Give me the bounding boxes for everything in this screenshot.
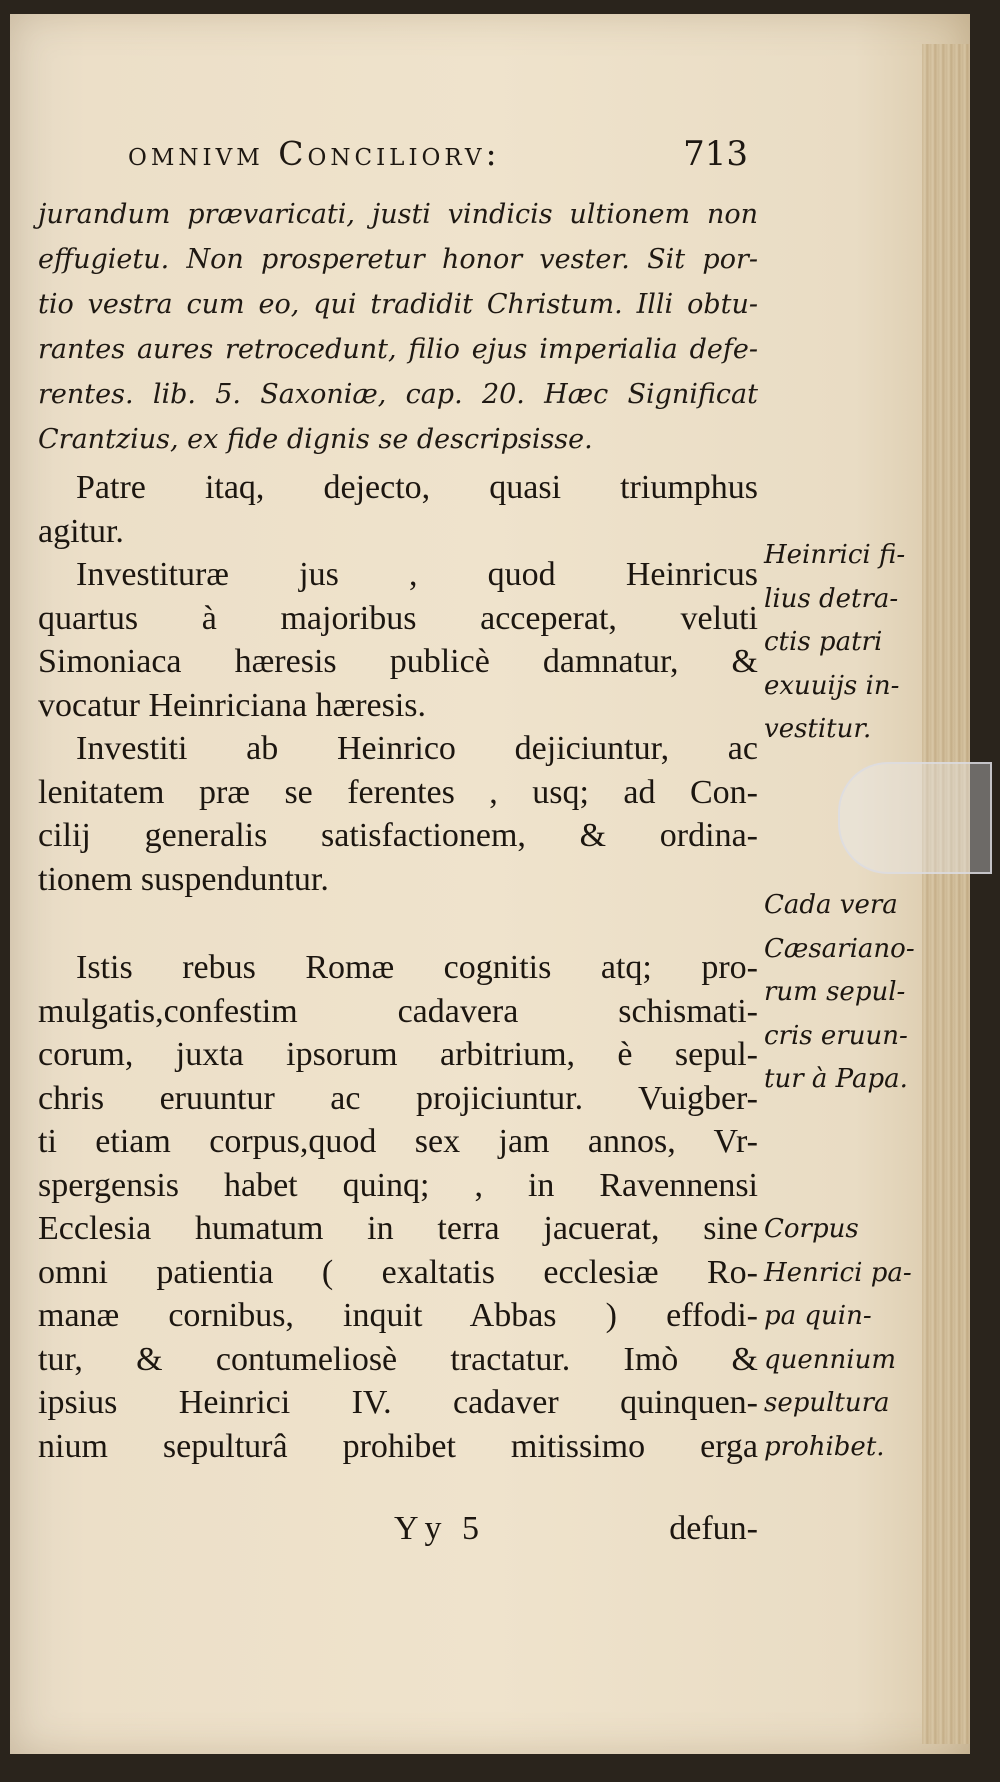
note-line: rantes aures retrocedunt, filio ejus imperialia defe- bbox=[38, 334, 758, 365]
margin-note-line: Cæsariano- bbox=[764, 933, 915, 964]
margin-note-line: Henrici pa- bbox=[764, 1257, 912, 1288]
paragraph-2 bbox=[38, 553, 758, 727]
margin-note-2 bbox=[764, 884, 914, 1102]
text-line: manæ cornibus, inquit Abbas ) effodi- bbox=[38, 1297, 758, 1334]
text-line: Ecclesia humatum in terra jacuerat, sine bbox=[38, 1210, 758, 1247]
text-line: corum, juxta ipsorum arbitrium, è sepul- bbox=[38, 1036, 758, 1073]
text-line: agitur. bbox=[38, 512, 124, 550]
margin-note-line: exuuijs in- bbox=[764, 670, 900, 701]
text-line: tionem suspenduntur. bbox=[38, 860, 329, 898]
margin-note-line: Corpus bbox=[764, 1214, 859, 1244]
text-line: cilij generalis satisfactionem, & ordina- bbox=[38, 817, 758, 854]
margin-note-line: lius detra- bbox=[764, 583, 899, 614]
margin-note-3 bbox=[764, 1208, 914, 1469]
text-line: Investituræ jus , quod Heinricus bbox=[76, 556, 758, 593]
page-footer bbox=[38, 1510, 758, 1554]
text-line: ipsius Heinrici IV. cadaver quinquen- bbox=[38, 1384, 758, 1421]
note-line: jurandum prævaricati, justi vindicis ultionem non bbox=[38, 199, 758, 230]
paragraph-1 bbox=[38, 466, 758, 553]
text-line: Istis rebus Romæ cognitis atq; pro- bbox=[76, 949, 758, 986]
text-line: ti etiam corpus,quod sex jam annos, Vr- bbox=[38, 1123, 758, 1160]
paragraph-4 bbox=[38, 946, 758, 1468]
text-line: omni patientia ( exaltatis ecclesiæ Ro- bbox=[38, 1253, 758, 1291]
margin-note-line: tur à Papa. bbox=[764, 1064, 908, 1094]
note-line: rentes. lib. 5. Saxoniæ, cap. 20. Hæc Significat bbox=[38, 379, 758, 410]
note-line: tio vestra cum eo, qui tradidit Christum. Illi obtu- bbox=[38, 289, 758, 320]
book-page bbox=[10, 14, 970, 1754]
text-line: chris eruuntur ac projiciuntur. Vuigber- bbox=[38, 1079, 758, 1117]
text-line: tur, & contumeliosè tractatur. Imò & bbox=[38, 1340, 758, 1378]
paragraph-3 bbox=[38, 727, 758, 901]
margin-note-line: cris eruun- bbox=[764, 1020, 908, 1051]
note-line: effugietu. Non prosperetur honor vester. Sit por- bbox=[38, 244, 758, 275]
margin-note-line: Heinrici fi- bbox=[764, 540, 906, 570]
margin-note-line: ctis patri bbox=[764, 627, 883, 657]
margin-note-line: Cada vera bbox=[764, 890, 898, 920]
note-line: Crantzius, ex fide dignis se descripsisse. bbox=[38, 424, 593, 455]
text-line: Patre itaq, dejecto, quasi triumphus bbox=[76, 469, 758, 506]
margin-note-line: pa quin- bbox=[764, 1301, 872, 1331]
margin-note-1 bbox=[764, 534, 914, 752]
text-line: mulgatis,confestim cadavera schismati- bbox=[38, 992, 758, 1030]
running-head: omnivm Conciliorv: bbox=[128, 134, 501, 173]
text-line: vocatur Heinriciana hæresis. bbox=[38, 686, 427, 724]
text-line: Investiti ab Heinrico dejiciuntur, ac bbox=[76, 730, 758, 767]
margin-note-line: vestitur. bbox=[764, 714, 872, 744]
margin-note-line: prohibet. bbox=[764, 1431, 885, 1462]
signature-mark: Yy 5 bbox=[394, 1510, 486, 1547]
margin-note-line: sepultura bbox=[764, 1388, 890, 1418]
margin-note-line: rum sepul- bbox=[764, 977, 906, 1007]
quoted-note bbox=[38, 192, 758, 462]
catchword: defun- bbox=[669, 1510, 758, 1547]
text-line: lenitatem præ se ferentes , usq; ad Con- bbox=[38, 773, 758, 811]
page-tab-overlay bbox=[838, 762, 992, 874]
page-edge bbox=[922, 44, 970, 1744]
text-line: spergensis habet quinq; , in Ravennensi bbox=[38, 1166, 758, 1204]
text-line: nium sepulturâ prohibet mitissimo erga bbox=[38, 1427, 758, 1465]
page-number: 713 bbox=[683, 134, 748, 174]
text-line: quartus à majoribus acceperat, veluti bbox=[38, 599, 758, 637]
margin-note-line: quennium bbox=[764, 1344, 896, 1375]
page-header bbox=[128, 134, 748, 184]
text-line: Simoniaca hæresis publicè damnatur, & bbox=[38, 643, 758, 680]
